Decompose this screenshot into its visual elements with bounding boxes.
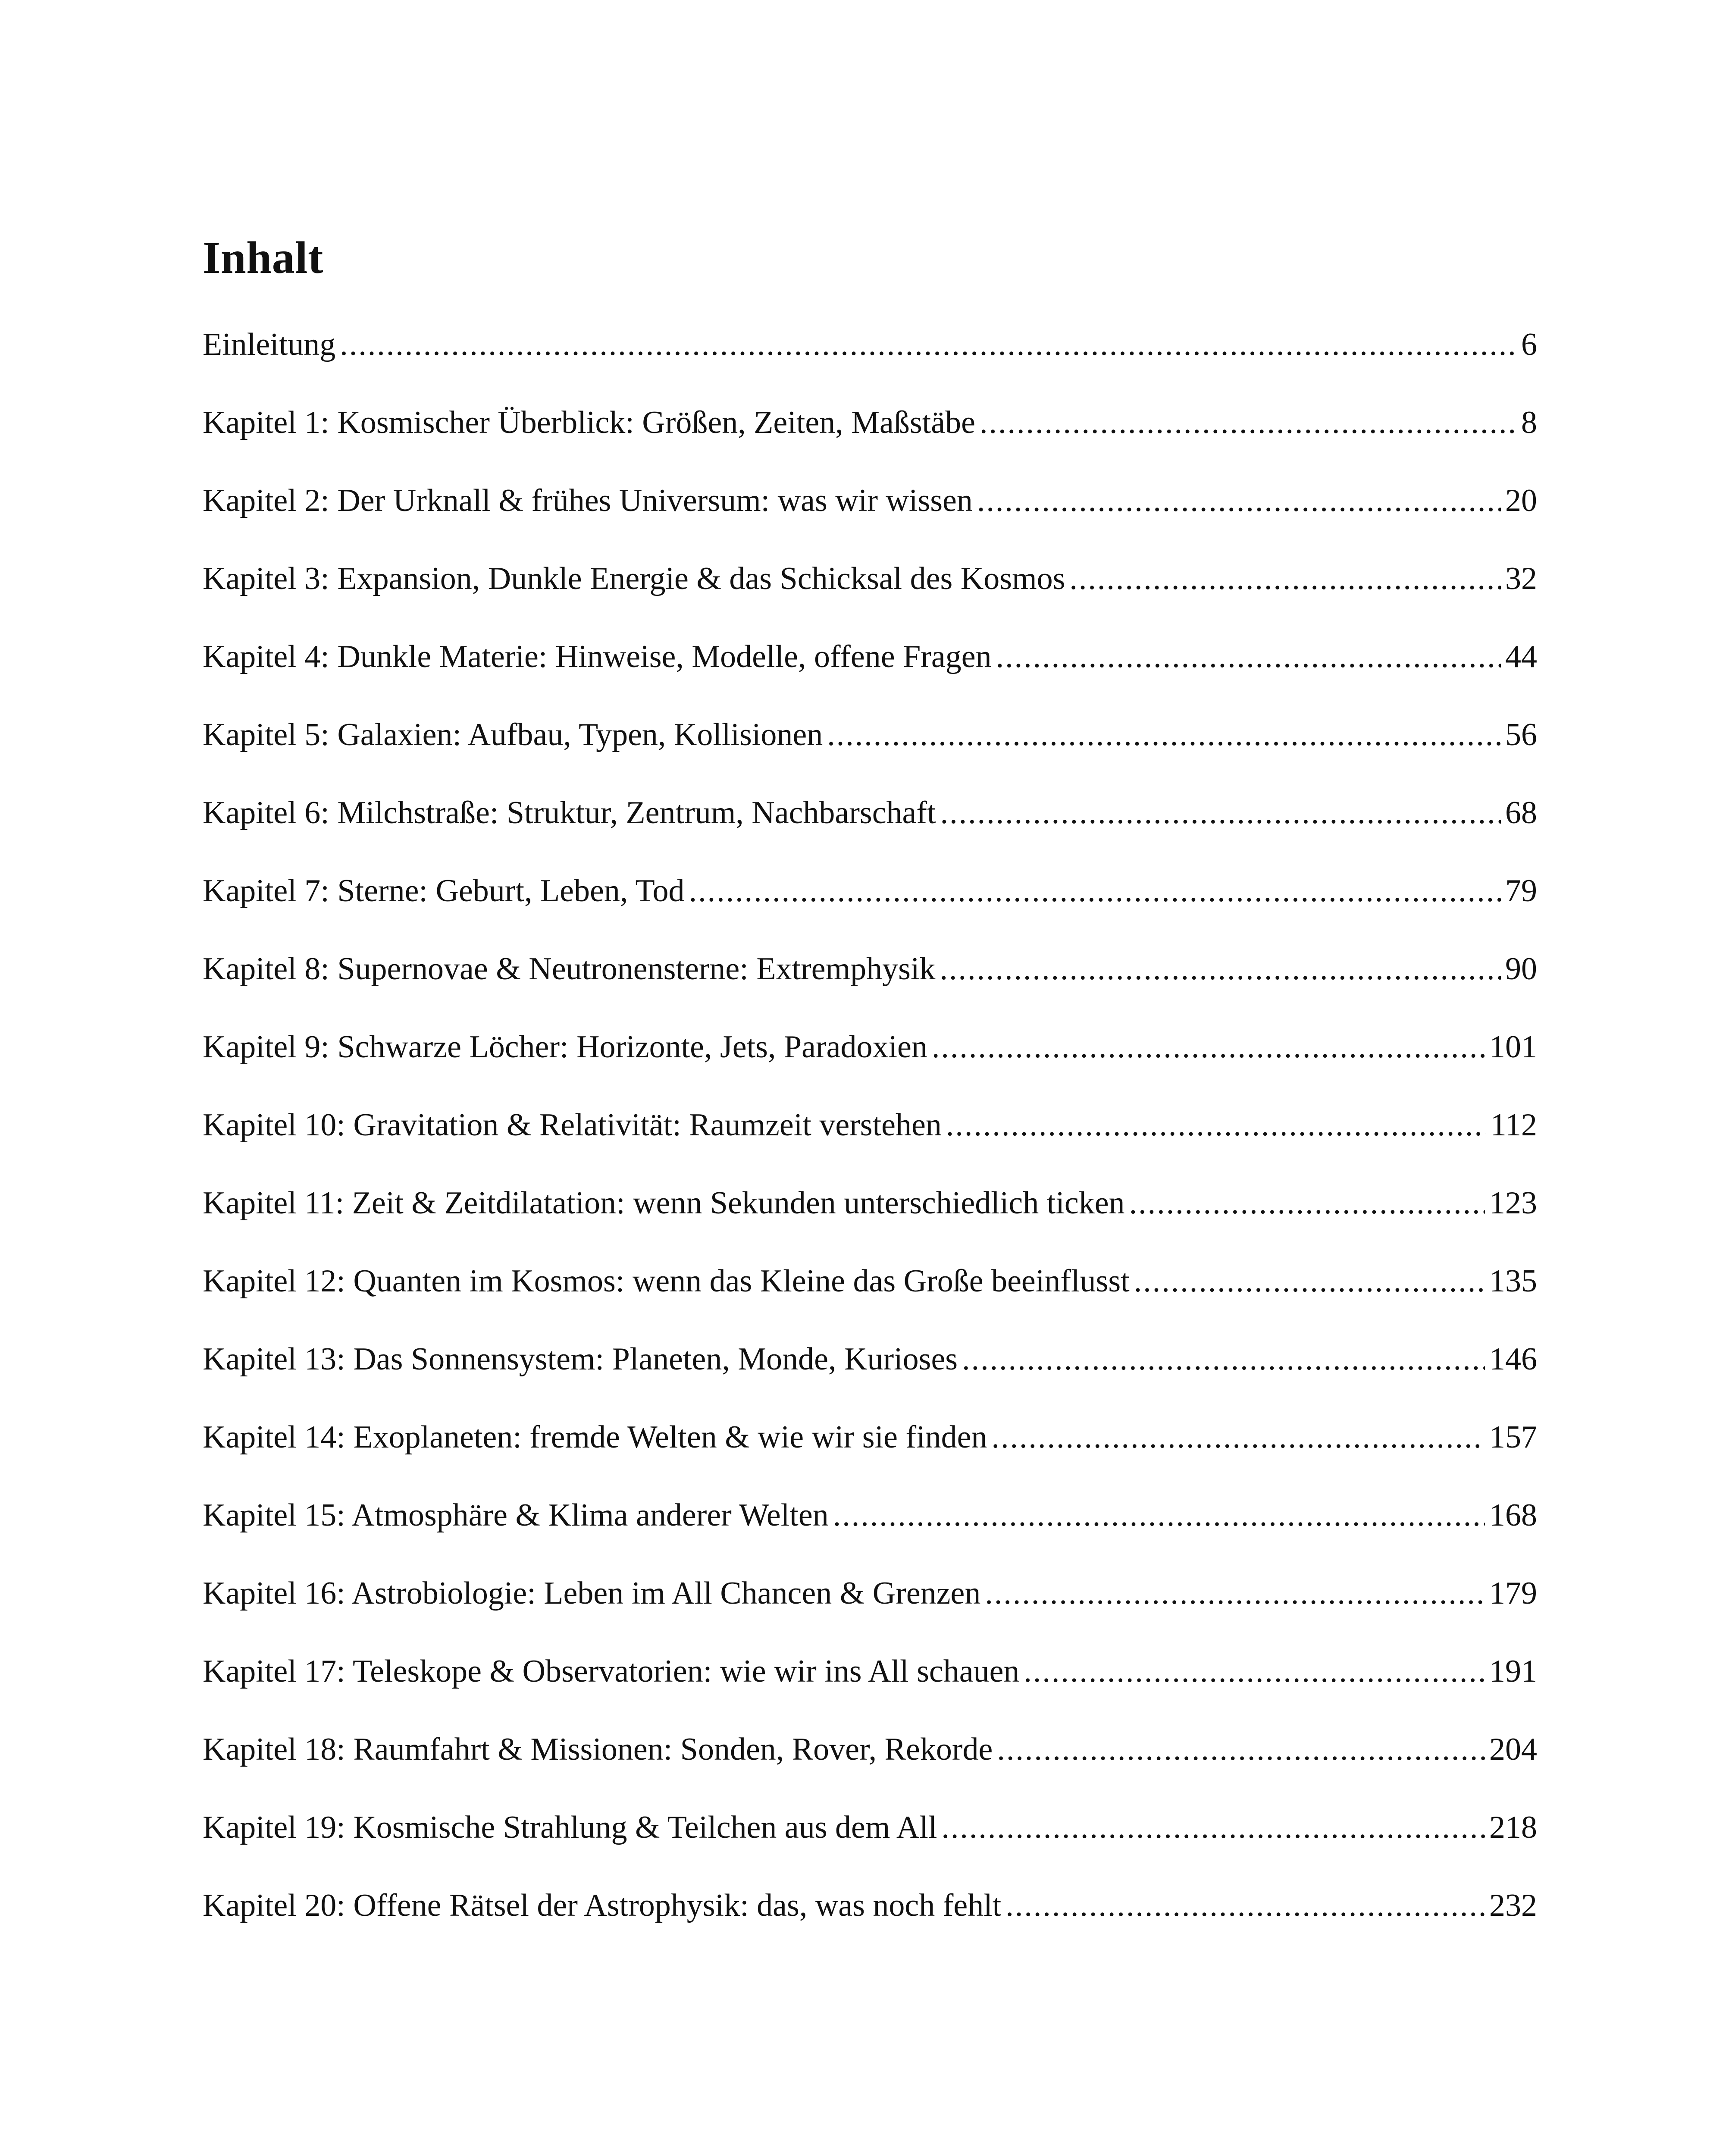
toc-dot-leader <box>689 875 1501 907</box>
toc-dot-leader <box>1024 1655 1485 1687</box>
toc-entry[interactable] <box>203 797 1537 875</box>
toc-entry-page-number: 6 <box>1521 327 1537 362</box>
toc-dot-leader <box>977 485 1501 517</box>
table-of-contents <box>203 329 1537 1968</box>
toc-entry-label: Kapitel 7: Sterne: Geburt, Leben, Tod <box>203 873 685 909</box>
toc-entry-page-number: 32 <box>1505 561 1537 596</box>
toc-entry-label: Kapitel 2: Der Urknall & frühes Universum: was wir wissen <box>203 483 973 518</box>
toc-entry-label: Kapitel 5: Galaxien: Aufbau, Typen, Kollisionen <box>203 717 823 752</box>
toc-entry-label: Kapitel 14: Exoplaneten: fremde Welten & wie wir sie finden <box>203 1420 987 1455</box>
toc-entry[interactable] <box>203 1187 1537 1265</box>
toc-entry-page-number: 191 <box>1489 1654 1537 1689</box>
toc-entry-label: Kapitel 18: Raumfahrt & Missionen: Sonden, Rover, Rekorde <box>203 1732 993 1767</box>
toc-entry-label: Kapitel 4: Dunkle Materie: Hinweise, Modelle, offene Fragen <box>203 639 992 674</box>
toc-dot-leader <box>980 407 1517 439</box>
toc-entry-page-number: 20 <box>1505 483 1537 518</box>
toc-entry-page-number: 79 <box>1505 873 1537 909</box>
toc-entry[interactable] <box>203 1265 1537 1343</box>
toc-entry-label: Kapitel 17: Teleskope & Observatorien: wie wir ins All schauen <box>203 1654 1020 1689</box>
toc-dot-leader <box>932 1031 1485 1063</box>
toc-entry-page-number: 112 <box>1490 1107 1537 1143</box>
toc-entry-label: Kapitel 8: Supernovae & Neutronensterne: Extremphysik <box>203 951 936 987</box>
toc-entry-page-number: 157 <box>1489 1420 1537 1455</box>
toc-entry-label: Kapitel 10: Gravitation & Relativität: Raumzeit verstehen <box>203 1107 942 1143</box>
toc-entry-label: Kapitel 20: Offene Rätsel der Astrophysik: das, was noch fehlt <box>203 1888 1002 1923</box>
toc-entry-page-number: 68 <box>1505 795 1537 830</box>
toc-entry[interactable] <box>203 1655 1537 1733</box>
toc-dot-leader <box>940 953 1501 985</box>
toc-entry-label: Kapitel 13: Das Sonnensystem: Planeten, Monde, Kurioses <box>203 1341 958 1377</box>
toc-entry[interactable] <box>203 953 1537 1031</box>
toc-entry-page-number: 8 <box>1521 405 1537 440</box>
toc-entry[interactable] <box>203 1343 1537 1421</box>
toc-entry[interactable] <box>203 563 1537 641</box>
toc-entry-page-number: 123 <box>1489 1185 1537 1221</box>
toc-entry-page-number: 90 <box>1505 951 1537 987</box>
toc-entry[interactable] <box>203 1733 1537 1811</box>
toc-entry-page-number: 44 <box>1505 639 1537 674</box>
toc-dot-leader <box>1005 1890 1485 1921</box>
toc-entry[interactable] <box>203 1499 1537 1577</box>
toc-entry-label: Kapitel 19: Kosmische Strahlung & Teilchen aus dem All <box>203 1810 937 1845</box>
toc-dot-leader <box>827 719 1501 751</box>
toc-entry-label: Kapitel 6: Milchstraße: Struktur, Zentrum, Nachbarschaft <box>203 795 936 830</box>
toc-entry[interactable] <box>203 1031 1537 1109</box>
toc-dot-leader <box>997 1733 1485 1765</box>
toc-entry-label: Kapitel 9: Schwarze Löcher: Horizonte, Jets, Paradoxien <box>203 1029 927 1065</box>
toc-dot-leader <box>833 1499 1485 1531</box>
toc-dot-leader <box>340 329 1517 360</box>
toc-entry-label: Kapitel 12: Quanten im Kosmos: wenn das Kleine das Große beeinflusst <box>203 1263 1130 1299</box>
toc-entry[interactable] <box>203 1421 1537 1499</box>
toc-dot-leader <box>962 1343 1485 1375</box>
toc-entry[interactable] <box>203 1109 1537 1187</box>
toc-dot-leader <box>1129 1187 1485 1219</box>
toc-entry-page-number: 204 <box>1489 1732 1537 1767</box>
toc-entry-label: Einleitung <box>203 327 336 362</box>
toc-entry-page-number: 179 <box>1489 1576 1537 1611</box>
toc-dot-leader <box>996 641 1501 673</box>
toc-entry[interactable] <box>203 329 1537 407</box>
toc-dot-leader <box>985 1577 1485 1609</box>
toc-entry-label: Kapitel 16: Astrobiologie: Leben im All Chancen & Grenzen <box>203 1576 981 1611</box>
toc-entry[interactable] <box>203 485 1537 563</box>
toc-dot-leader <box>940 797 1501 829</box>
toc-entry-label: Kapitel 3: Expansion, Dunkle Energie & das Schicksal des Kosmos <box>203 561 1065 596</box>
toc-entry-page-number: 232 <box>1489 1888 1537 1923</box>
toc-entry-label: Kapitel 15: Atmosphäre & Klima anderer Welten <box>203 1498 829 1533</box>
toc-entry[interactable] <box>203 1577 1537 1655</box>
toc-dot-leader <box>946 1109 1486 1141</box>
toc-entry[interactable] <box>203 719 1537 797</box>
toc-dot-leader <box>992 1421 1485 1453</box>
toc-entry-page-number: 101 <box>1489 1029 1537 1065</box>
toc-heading: Inhalt <box>203 232 323 283</box>
toc-entry-page-number: 56 <box>1505 717 1537 752</box>
toc-entry[interactable] <box>203 407 1537 485</box>
toc-entry-page-number: 168 <box>1489 1498 1537 1533</box>
toc-entry-page-number: 135 <box>1489 1263 1537 1299</box>
toc-entry[interactable] <box>203 641 1537 719</box>
toc-entry-page-number: 146 <box>1489 1341 1537 1377</box>
toc-dot-leader <box>1134 1265 1485 1297</box>
toc-entry-label: Kapitel 11: Zeit & Zeitdilatation: wenn Sekunden unterschiedlich ticken <box>203 1185 1125 1221</box>
toc-dot-leader <box>941 1811 1485 1843</box>
toc-entry-page-number: 218 <box>1489 1810 1537 1845</box>
toc-entry[interactable] <box>203 1811 1537 1890</box>
toc-entry[interactable] <box>203 1890 1537 1968</box>
toc-entry-label: Kapitel 1: Kosmischer Überblick: Größen, Zeiten, Maßstäbe <box>203 405 975 440</box>
toc-dot-leader <box>1069 563 1501 595</box>
toc-entry[interactable] <box>203 875 1537 953</box>
